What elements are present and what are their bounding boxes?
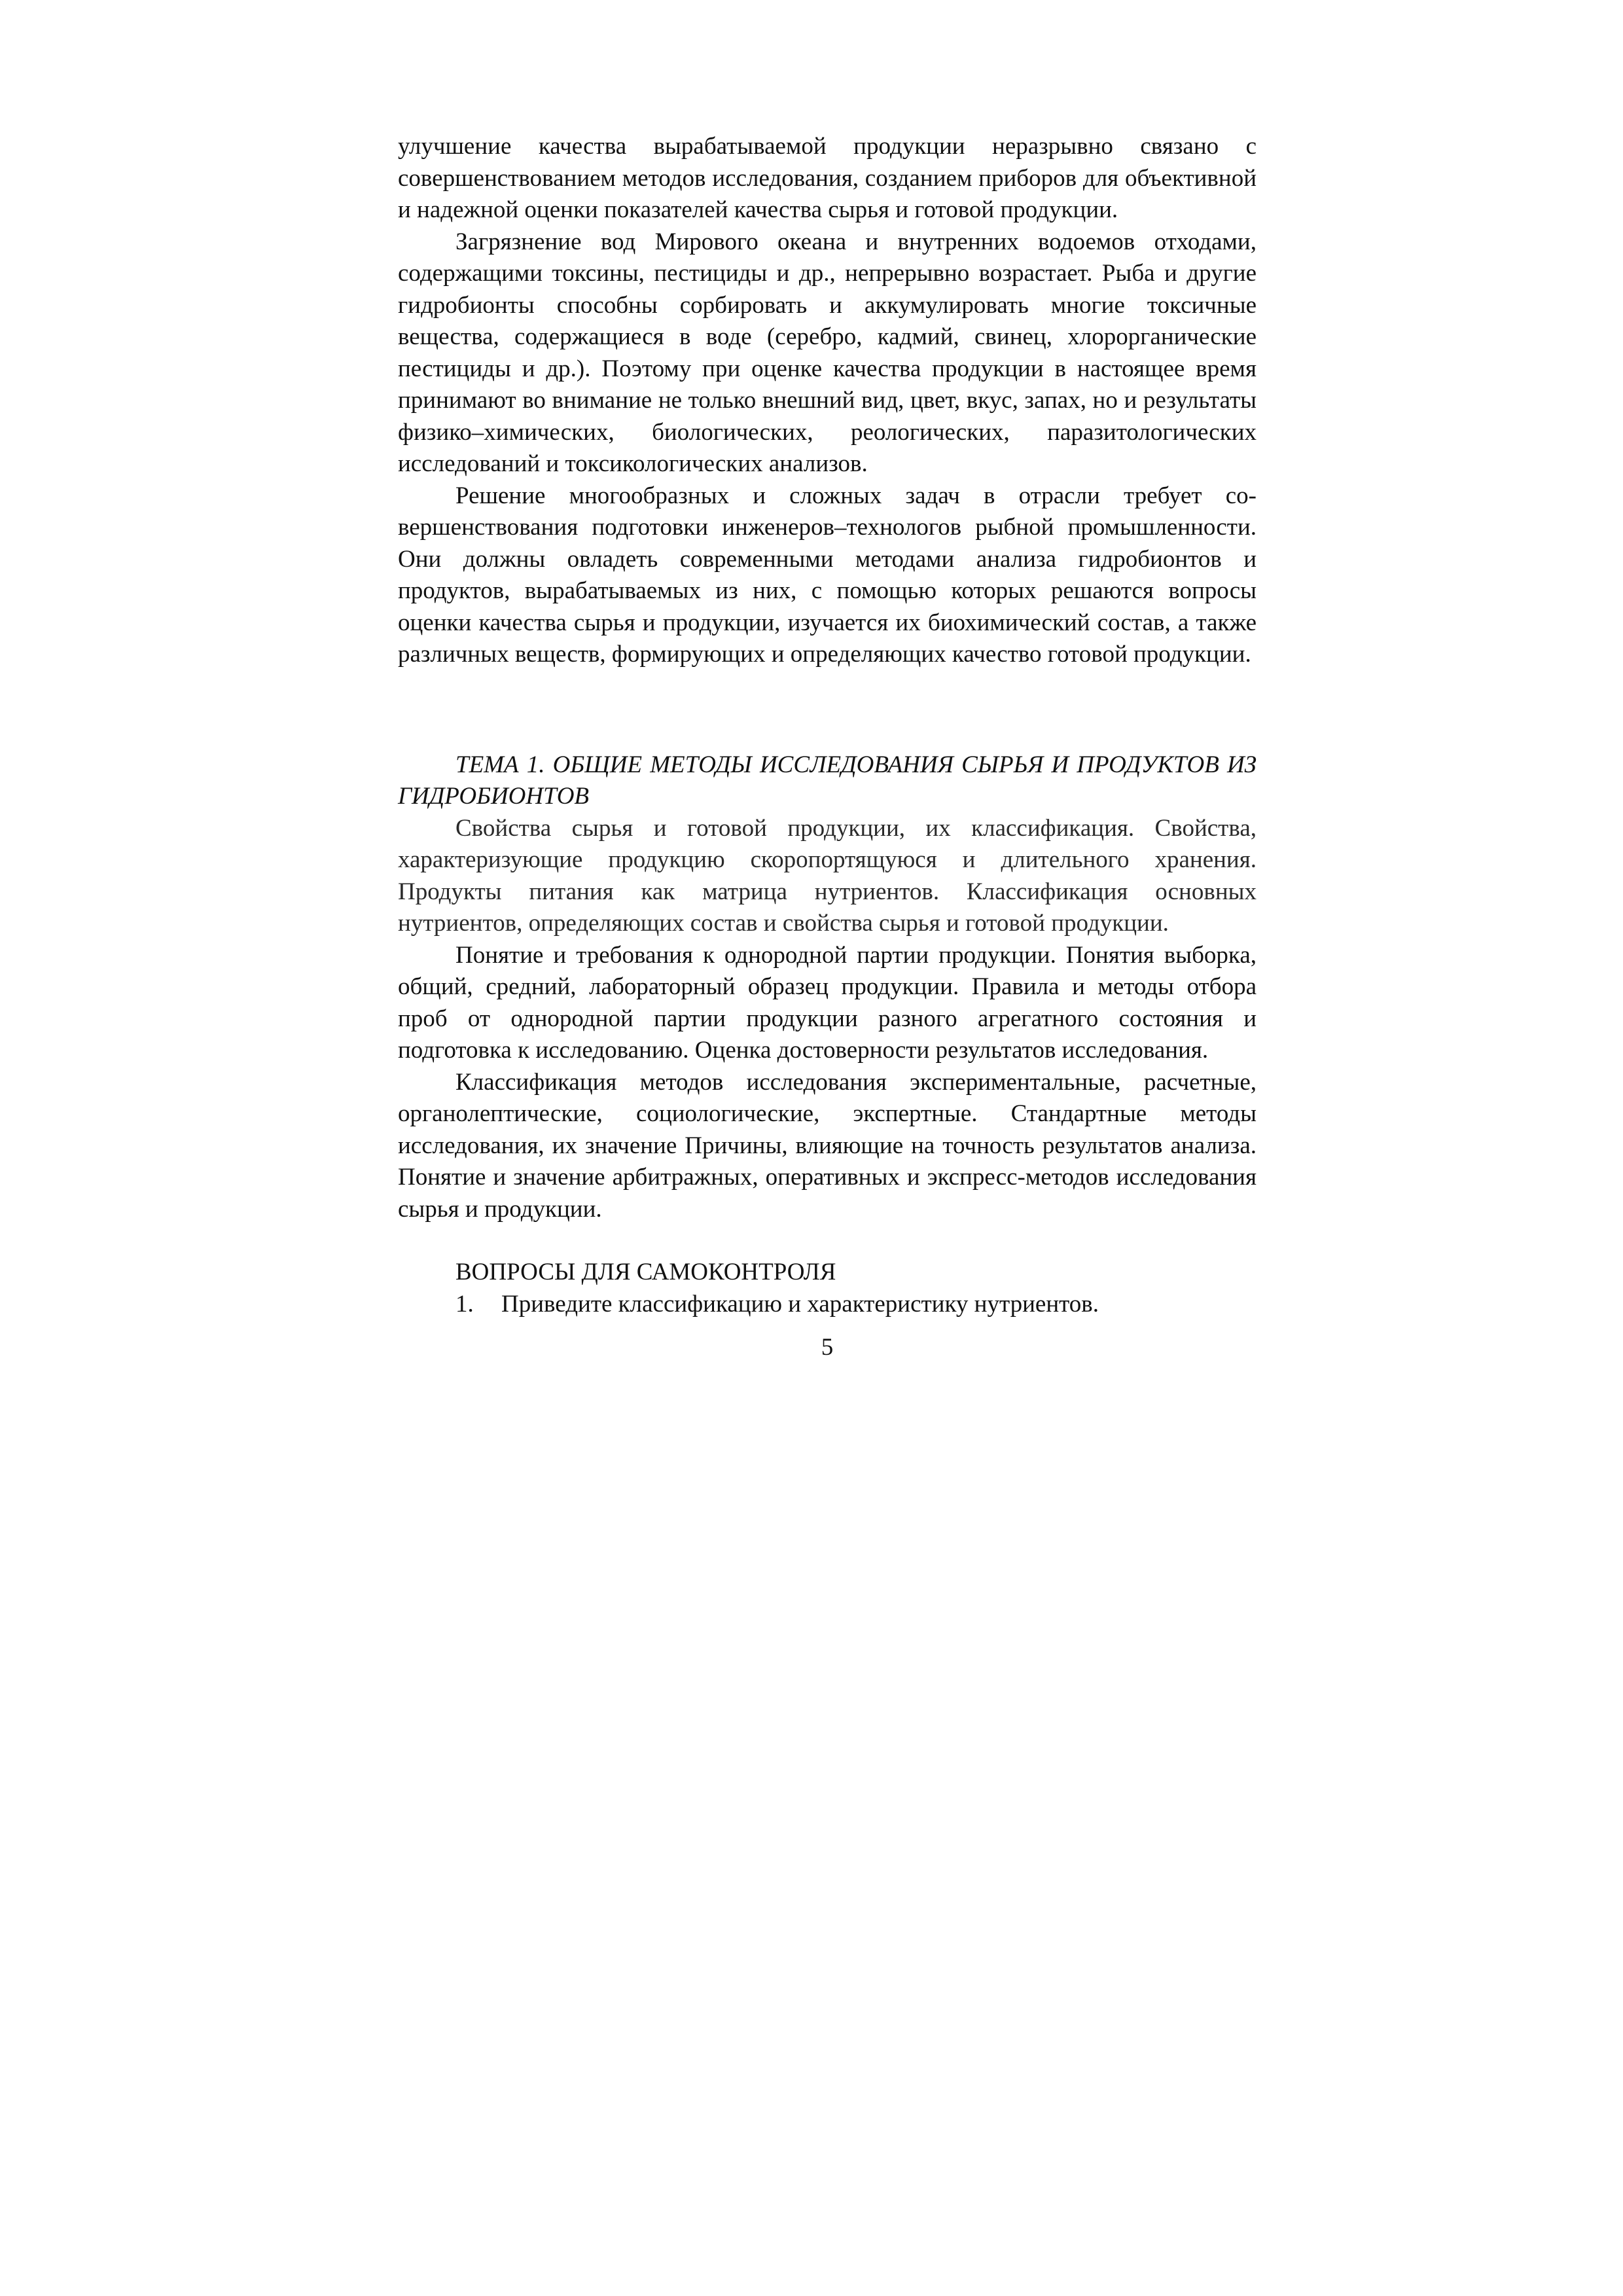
intro-paragraph-3: Решение многообразных и сложных задач в отрасли требует совершенствования подготовки инженеров–технологов рыбной промышленности. Они должны овладеть современными методами анализа гидробионтов и продуктов, вырабатываемых из них, с помощью которых решаются вопросы оценки качества сырья и продукции, изучается их биохимический состав, а также различных веществ, формирующих и определяющих качество готовой продукции.: [398, 482, 1257, 668]
topic-paragraph-3: Классификация методов исследования экспериментальные, расчетные, органолептические, социологические, экспертные. Стандартные методы исследования, их значение Причины, влияющие на точность результатов анализа. Понятие и значение арбитражных, оперативных и экспресс-методов исследования сырья и продукции.: [398, 1068, 1257, 1223]
question-text: Приведите классификацию и характеристику нутриентов.: [501, 1290, 1099, 1318]
questions-heading: ВОПРОСЫ ДЛЯ САМОКОНТРОЛЯ: [455, 1259, 836, 1285]
intro-paragraph-1: улучшение качества вырабатываемой продукции неразрывно связано с совершенствованием методов исследования, созданием приборов для объективной и надежной оценки показателей качества сырья и готовой продукции.: [398, 133, 1257, 223]
document-page: [398, 131, 1257, 1364]
topic-paragraph-1: Свойства сырья и готовой продукции, их классификация. Свойства, характеризующие продукцию скоропортящуюся и длительного хранения. Продукты питания как матрица нутриентов. Классификация основных нутриентов, определяющих состав и свойства сырья и готовой продукции.: [398, 814, 1257, 937]
question-item: [398, 1289, 1257, 1321]
page-number: 5: [821, 1334, 834, 1361]
intro-paragraph-2: Загрязнение вод Мирового океана и внутренних водоемов отходами, содержащими токсины, пестициды и др., непрерывно возрастает. Рыба и другие гидробионты способны сорбировать и аккумулировать многие токсичные вещества, содержащиеся в воде (серебро, кадмий, свинец, хлорорганические пестициды и др.). Поэтому при оценке качества продукции в настоящее время принимают во внимание не только внешний вид, цвет, вкус, запах, но и результаты физико–химических, биологических, реологических, паразитологических исследований и токсикологических анализов.: [398, 228, 1257, 477]
question-number: 1.: [455, 1290, 474, 1318]
topic-heading: ТЕМА 1. ОБЩИЕ МЕТОДЫ ИССЛЕДОВАНИЯ СЫРЬЯ И ПРОДУКТОВ ИЗ ГИДРОБИОНТОВ: [398, 751, 1257, 810]
topic-paragraph-2: Понятие и требования к однородной партии продукции. Понятия выборка, общий, средний, лабораторный образец продукции. Правила и методы отбора проб от однородной партии продукции разного агрегатного состояния и подготовка к исследованию. Оценка достоверности результатов исследования.: [398, 941, 1257, 1064]
